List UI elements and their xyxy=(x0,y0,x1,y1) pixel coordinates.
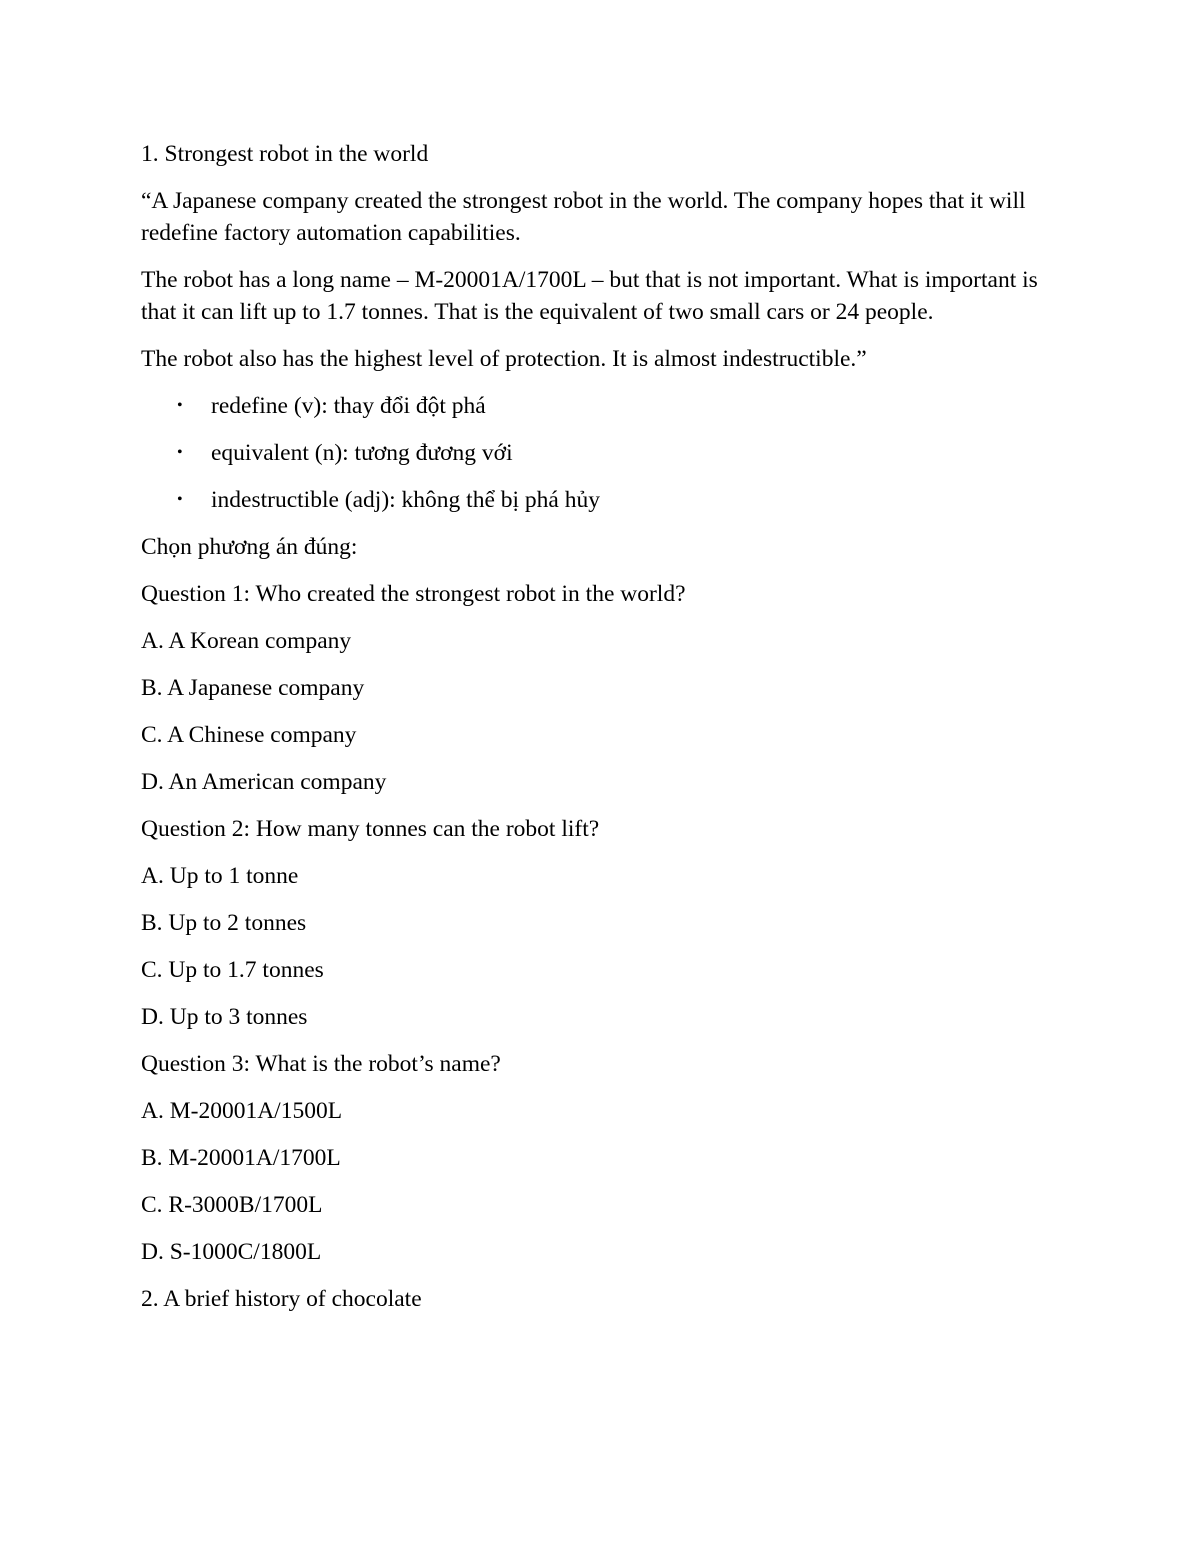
question-1-option-c: C. A Chinese company xyxy=(141,722,357,748)
passage-paragraph-1: “A Japanese company created the strongest robot in the world. The company hopes that it will redefine factory automation capabilities. xyxy=(141,188,1026,246)
question-3-option-b: B. M-20001A/1700L xyxy=(141,1145,341,1171)
passage-paragraph-3: The robot also has the highest level of protection. It is almost indestructible.” xyxy=(141,346,867,372)
vocabulary-text: equivalent (n): tương đương với xyxy=(211,440,513,466)
vocabulary-item xyxy=(141,390,1071,422)
vocabulary-item xyxy=(141,484,1071,516)
bullet-icon: • xyxy=(177,444,183,461)
question-3: Question 3: What is the robot’s name? xyxy=(141,1051,501,1077)
question-1-option-a: A. A Korean company xyxy=(141,628,352,654)
question-2: Question 2: How many tonnes can the robot lift? xyxy=(141,816,600,842)
question-2-option-b: B. Up to 2 tonnes xyxy=(141,910,307,936)
question-3-option-d: D. S-1000C/1800L xyxy=(141,1239,322,1265)
bullet-icon: • xyxy=(177,397,183,414)
vocabulary-list xyxy=(141,390,1071,516)
question-1-option-b: B. A Japanese company xyxy=(141,675,365,701)
vocabulary-text: redefine (v): thay đổi đột phá xyxy=(211,393,486,419)
passage-paragraph-2: The robot has a long name – M-20001A/1700L – but that is not important. What is important is that it can lift up to 1.7 tonnes. That is the equivalent of two small cars or 24 people. xyxy=(141,267,1038,325)
instruction: Chọn phương án đúng: xyxy=(141,534,358,560)
section-2-heading: 2. A brief history of chocolate xyxy=(141,1286,422,1312)
document-page xyxy=(141,138,1071,1330)
question-2-option-d: D. Up to 3 tonnes xyxy=(141,1004,308,1030)
vocabulary-text: indestructible (adj): không thể bị phá hủy xyxy=(211,487,600,513)
question-3-option-c: C. R-3000B/1700L xyxy=(141,1192,323,1218)
section-1-heading: 1. Strongest robot in the world xyxy=(141,141,429,167)
bullet-icon: • xyxy=(177,491,183,508)
vocabulary-item xyxy=(141,437,1071,469)
question-3-option-a: A. M-20001A/1500L xyxy=(141,1098,343,1124)
question-1-option-d: D. An American company xyxy=(141,769,387,795)
question-2-option-c: C. Up to 1.7 tonnes xyxy=(141,957,324,983)
question-2-option-a: A. Up to 1 tonne xyxy=(141,863,299,889)
question-1: Question 1: Who created the strongest robot in the world? xyxy=(141,581,686,607)
